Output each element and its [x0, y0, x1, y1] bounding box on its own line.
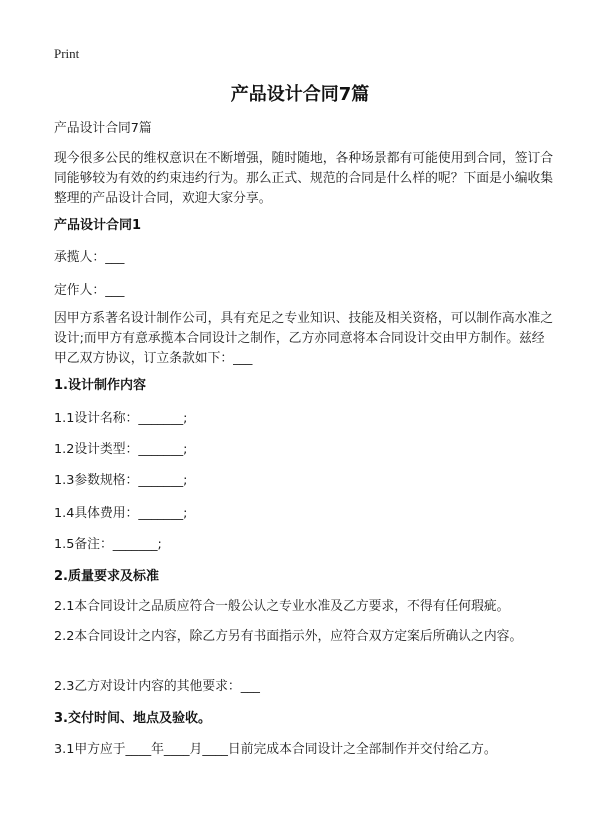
contract-1-heading: 产品设计合同1 [54, 218, 142, 233]
document-title: 产品设计合同7篇 [230, 84, 370, 105]
section-1-heading: 1.设计制作内容 [54, 378, 146, 393]
preamble-paragraph: 因甲方系著名设计制作公司，具有充足之专业知识、技能及相关资格，可以制作高水准之设计;而甲方有意承揽本合同设计之制作，乙方亦同意将本合同设计交由甲方制作。兹经甲乙双方协议，订立条款如下：___ [54, 311, 554, 366]
section-3-heading: 3.交付时间、地点及验收。 [54, 711, 211, 726]
client-line: 定作人：___ [54, 283, 125, 298]
item-1-3: 1.3参数规格：_______; [54, 473, 188, 488]
item-1-4: 1.4具体费用：_______; [54, 506, 188, 521]
print-link[interactable]: Print [54, 46, 80, 61]
intro-paragraph: 现今很多公民的维权意识在不断增强，随时随地，各种场景都有可能使用到合同，签订合同能够较为有效的约束违约行为。那么正式、规范的合同是什么样的呢？下面是小编收集整理的产品设计合同，欢迎大家分享。 [54, 151, 554, 206]
section-2-heading: 2.质量要求及标准 [54, 569, 159, 584]
item-2-2: 2.2本合同设计之内容，除乙方另有书面指示外，应符合双方定案后所确认之内容。 [54, 629, 523, 644]
item-1-2: 1.2设计类型：_______; [54, 442, 188, 457]
item-1-1: 1.1设计名称：_______; [54, 411, 188, 426]
document-subtitle: 产品设计合同7篇 [54, 121, 152, 136]
item-2-3: 2.3乙方对设计内容的其他要求：___ [54, 679, 260, 694]
item-1-5: 1.5备注：_______; [54, 537, 162, 552]
contractor-line: 承揽人：___ [54, 250, 125, 265]
item-2-1: 2.1本合同设计之品质应符合一般公认之专业水准及乙方要求，不得有任何瑕疵。 [54, 599, 510, 614]
item-3-1: 3.1甲方应于____年____月____日前完成本合同设计之全部制作并交付给乙方。 [54, 742, 497, 757]
